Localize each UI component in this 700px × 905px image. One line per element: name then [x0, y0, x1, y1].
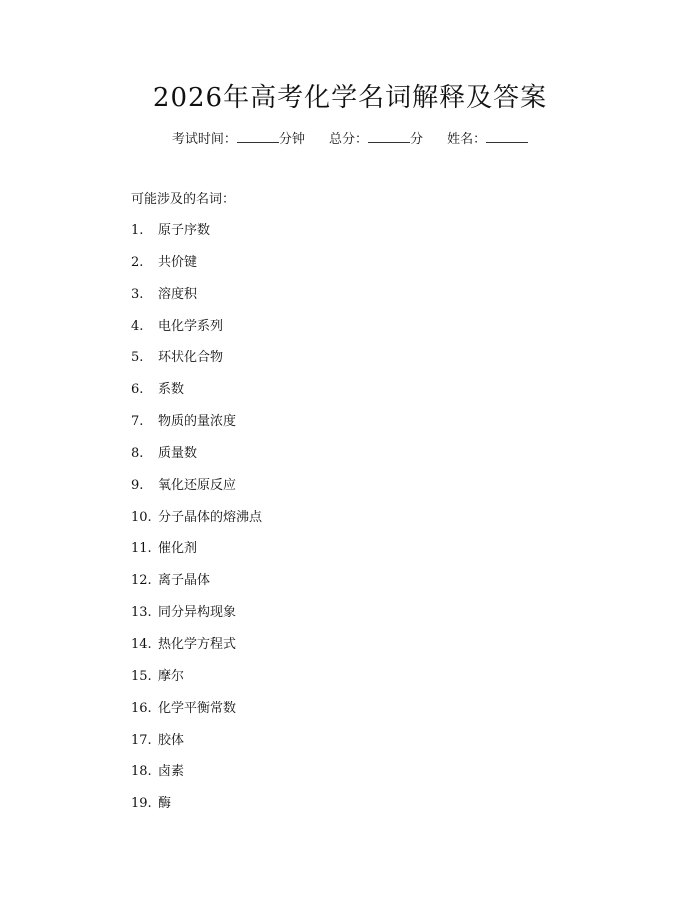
list-item-number: 14. [131, 636, 152, 652]
total-score-label: 总分： [328, 132, 368, 147]
list-item-text: 原子序数 [158, 223, 211, 238]
list-item [131, 665, 262, 697]
list-item [131, 283, 262, 315]
list-item-text: 分子晶体的熔沸点 [158, 509, 263, 525]
list-item [131, 760, 262, 792]
list-item-text: 卤素 [158, 764, 185, 780]
list-item [131, 569, 262, 601]
list-item [131, 506, 262, 538]
list-item-number: 9. [131, 477, 144, 493]
list-item-number: 6. [131, 382, 144, 398]
list-item-number: 8. [131, 445, 144, 461]
list-item [131, 729, 262, 761]
list-item-text: 质量数 [158, 445, 198, 461]
list-item-text: 环状化合物 [158, 350, 224, 366]
list-item [131, 315, 262, 347]
list-item-number: 15. [131, 668, 152, 684]
list-item [131, 378, 262, 410]
list-item-number: 5. [131, 350, 144, 366]
page-title: 2026年高考化学名词解释及答案 [152, 83, 548, 113]
student-name-blank [486, 128, 528, 143]
student-name-field [447, 128, 528, 152]
list-item [131, 474, 262, 506]
list-item-number: 1. [131, 223, 144, 238]
list-item-text: 系数 [158, 382, 185, 398]
list-item [131, 633, 262, 665]
list-item-number: 13. [131, 605, 152, 621]
list-item [131, 410, 262, 442]
list-item [131, 346, 262, 378]
list-item-text: 物质的量浓度 [158, 414, 237, 430]
list-item-text: 电化学系列 [158, 318, 224, 334]
list-item-text: 酶 [158, 796, 172, 812]
list-item [131, 219, 262, 251]
list-item-number: 19. [131, 796, 152, 812]
list-item-number: 7. [131, 414, 144, 430]
list-item-text: 氧化还原反应 [158, 477, 237, 493]
list-item-number: 12. [131, 573, 152, 589]
total-score-blank [368, 128, 410, 143]
list-item-text: 离子晶体 [158, 573, 211, 589]
list-item-text: 催化剂 [158, 541, 198, 557]
list-item-number: 16. [131, 700, 152, 716]
list-item-number: 11. [131, 541, 152, 557]
terms-list [131, 219, 262, 824]
list-item-text: 热化学方程式 [158, 636, 237, 652]
exam-time-unit: 分钟 [278, 132, 305, 147]
list-item-number: 4. [131, 318, 144, 334]
list-item [131, 442, 262, 474]
exam-info-line [0, 128, 700, 152]
list-item-text: 胶体 [158, 732, 185, 748]
exam-time-field [172, 128, 305, 152]
list-item-number: 18. [131, 764, 152, 780]
list-item-text: 溶度积 [158, 286, 198, 302]
student-name-label: 姓名： [447, 132, 487, 147]
list-item-text: 化学平衡常数 [158, 700, 237, 716]
list-item-number: 10. [131, 509, 152, 525]
list-item [131, 792, 262, 824]
list-item-number: 17. [131, 732, 152, 748]
list-item-text: 共价键 [158, 254, 198, 270]
list-item-number: 2. [131, 254, 144, 270]
list-item [131, 601, 262, 633]
list-item [131, 251, 262, 283]
exam-time-label: 考试时间： [171, 132, 237, 147]
list-item [131, 537, 262, 569]
total-score-unit: 分 [410, 132, 424, 147]
list-item [131, 697, 262, 729]
total-score-field [329, 128, 423, 152]
list-item-text: 同分异构现象 [158, 605, 237, 621]
list-item-number: 3. [131, 286, 144, 302]
list-item-text: 摩尔 [158, 668, 185, 684]
exam-time-blank [237, 128, 279, 143]
terms-intro: 可能涉及的名词： [131, 192, 236, 207]
